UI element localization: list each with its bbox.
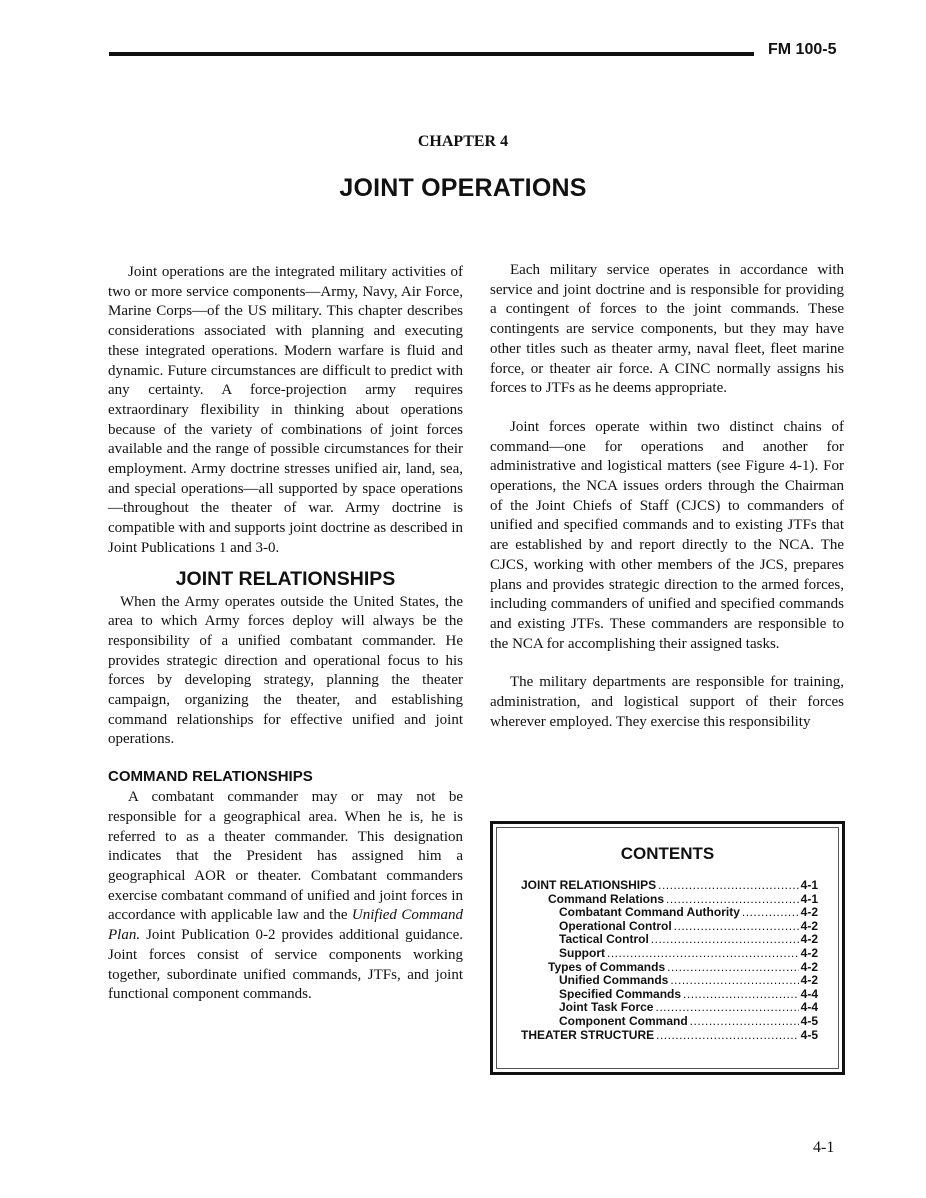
- toc-leader: [742, 906, 799, 920]
- toc-label: Support: [559, 945, 605, 960]
- command-text-a: A combatant commander may or may not be responsible for a geographical area. When he is, he is referred to as a theater commander. This designation indicates that the President has assigned him a geographical AOR or theater. Combatant commanders exercise combatant command of unified and joint forces in accordance with applicable law and the: [108, 789, 463, 924]
- toc-entry[interactable]: [521, 1001, 818, 1015]
- toc-leader: [666, 893, 799, 907]
- toc-entry[interactable]: [521, 961, 818, 975]
- toc-entry[interactable]: [521, 1029, 818, 1043]
- toc-page: 4-1: [800, 878, 818, 892]
- manual-code: FM 100-5: [768, 41, 837, 58]
- sub-heading: COMMAND RELATIONSHIPS: [108, 768, 313, 786]
- toc-leader: [658, 879, 799, 893]
- toc-page: 4-4: [800, 986, 818, 1001]
- toc-entry[interactable]: [521, 947, 818, 961]
- toc-label: Combatant Command Authority: [559, 905, 740, 920]
- toc-label: Types of Commands: [548, 959, 666, 974]
- toc-entry[interactable]: [521, 933, 818, 947]
- toc-entry[interactable]: [521, 893, 818, 907]
- contents-title: CONTENTS: [620, 844, 715, 863]
- toc-label: Command Relations: [548, 891, 665, 906]
- toc-page: 4-5: [800, 1013, 818, 1028]
- joint-relationships-paragraph: When the Army operates outside the United States, the area to which Army forces deploy will always be the responsibility of a unified combatant commander. He provides strategic direction and operational focus to his forces by developing strategy, planning the theater campaign, organizing the theater, and establishing command relationships for effective unified and joint operations.: [108, 593, 463, 748]
- toc-leader: [670, 974, 798, 988]
- toc-page: 4-1: [800, 891, 818, 906]
- toc-leader: [607, 947, 799, 961]
- toc-page: 4-2: [800, 945, 818, 960]
- toc-leader: [683, 988, 799, 1002]
- page-number: 4-1: [813, 1139, 835, 1156]
- chapter-title: JOINT OPERATIONS: [339, 174, 587, 202]
- toc-label: Unified Commands: [559, 973, 669, 988]
- header-rule: [109, 52, 754, 56]
- contents-box: [490, 821, 845, 1075]
- right-paragraph-1: Each military service operates in accordance with service and joint doctrine and is responsible for providing a contingent of forces to the joint commands. These contingents are service components, but they may have other titles such as theater army, naval fleet, fleet marine force, or theater air force. A CINC normally assigns his forces to JTFs as he deems appropriate.: [490, 262, 844, 397]
- toc-label: THEATER STRUCTURE: [521, 1027, 655, 1042]
- left-column: [108, 263, 463, 1005]
- toc-leader: [674, 920, 799, 934]
- toc-entry[interactable]: [521, 920, 818, 934]
- table-of-contents: [521, 879, 818, 1042]
- toc-page: 4-2: [800, 973, 818, 988]
- plan-title: Unified Command Plan.: [108, 907, 463, 944]
- right-paragraph-2: Joint forces operate within two distinct chains of command—one for operations and another for administrative and logistical matters (see Figure 4-1). For operations, the NCA issues orders through the Chairman of the Joint Chiefs of Staff (CJCS) to commanders of unified and specified commands and to existing JTFs that are established by and report directly to the NCA. The CJCS, working with other members of the JCS, prepares plans and provides strategic direction to the armed forces, including commanders of unified and specified commands and existing JTFs. These commanders are responsible to the NCA for accomplishing their assigned tasks.: [490, 418, 844, 652]
- toc-entry[interactable]: [521, 1015, 818, 1029]
- toc-label: Operational Control: [559, 918, 672, 933]
- toc-leader: [656, 1029, 799, 1043]
- toc-label: Tactical Control: [559, 932, 649, 947]
- toc-leader: [651, 933, 799, 947]
- toc-entry[interactable]: [521, 906, 818, 920]
- toc-label: Joint Task Force: [559, 1000, 654, 1015]
- toc-label: Specified Commands: [559, 986, 682, 1001]
- toc-page: 4-4: [800, 1000, 818, 1015]
- toc-entry[interactable]: [521, 988, 818, 1002]
- contents-inner-frame: [496, 827, 839, 1069]
- toc-page: 4-2: [800, 905, 818, 920]
- toc-page: 4-2: [800, 959, 818, 974]
- toc-label: JOINT RELATIONSHIPS: [521, 878, 657, 892]
- toc-page: 4-2: [800, 932, 818, 947]
- chapter-label: CHAPTER 4: [417, 133, 509, 150]
- toc-label: Component Command: [559, 1013, 688, 1028]
- toc-leader: [690, 1015, 799, 1029]
- toc-leader: [655, 1001, 798, 1015]
- section-heading: JOINT RELATIONSHIPS: [175, 567, 396, 590]
- toc-page: 4-2: [800, 918, 818, 933]
- toc-entry[interactable]: [521, 879, 818, 893]
- right-column: [490, 261, 844, 732]
- command-relationships-paragraph: [108, 788, 463, 1005]
- toc-entry[interactable]: [521, 974, 818, 988]
- toc-leader: [667, 961, 799, 975]
- toc-page: 4-5: [800, 1027, 818, 1042]
- command-text-b: Joint Publication 0-2 provides additional guidance. Joint forces consist of service components working together, subordinate unified commands, JTFs, and joint functional component commands.: [108, 927, 463, 1003]
- intro-paragraph: Joint operations are the integrated military activities of two or more service components—Army, Navy, Air Force, Marine Corps—of the US military. This chapter describes considerations associated with planning and executing these integrated operations. Modern warfare is fluid and dynamic. Future circumstances are difficult to predict with any certainty. A force-projection army requires extraordinary flexibility in thinking about operations because of the variety of combinations of joint forces available and the range of possible circumstances for their employment. Army doctrine stresses unified air, land, sea, and special operations—all supported by space operations—throughout the theater of war. Army doctrine is compatible with and supports joint doctrine as described in Joint Publications 1 and 3-0.: [108, 264, 463, 556]
- right-paragraph-3: The military departments are responsible for training, administration, and logistical support of their forces wherever employed. They exercise this responsibility: [490, 674, 844, 730]
